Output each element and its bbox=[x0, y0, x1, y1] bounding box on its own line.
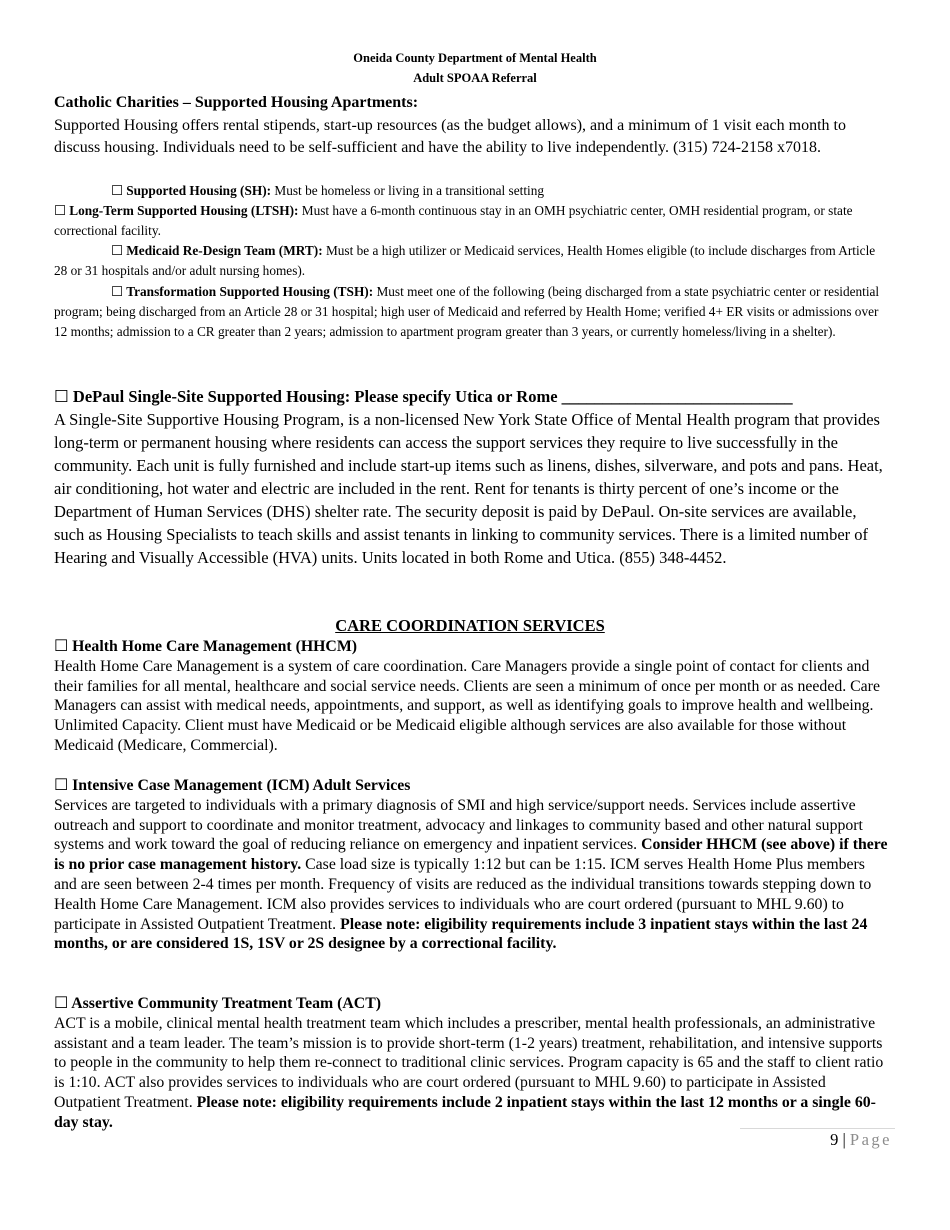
depaul-title: DePaul Single-Site Supported Housing: Please specify Utica or Rome bbox=[72, 387, 558, 406]
checkbox-depaul[interactable]: ☐ bbox=[54, 387, 69, 406]
page-number: 9 bbox=[830, 1130, 839, 1149]
icm-title: Intensive Case Management (ICM) Adult Services bbox=[72, 777, 411, 794]
option-mrt-label: Medicaid Re-Design Team (MRT): bbox=[126, 243, 323, 258]
act-section bbox=[54, 994, 888, 1133]
icm-section bbox=[54, 776, 888, 954]
checkbox-mrt[interactable]: ☐ bbox=[111, 243, 123, 258]
option-sh-label: Supported Housing (SH): bbox=[126, 183, 272, 198]
checkbox-icm[interactable]: ☐ bbox=[54, 777, 69, 794]
option-ltsh bbox=[54, 201, 888, 241]
page-label: Page bbox=[849, 1130, 892, 1149]
checkbox-tsh[interactable]: ☐ bbox=[111, 284, 123, 299]
checkbox-hhcm[interactable]: ☐ bbox=[54, 638, 69, 655]
depaul-description: A Single-Site Supportive Housing Program, is a non-licensed New York State Office of Mental Health program that provides long-term or permanent housing where residents can access the support services they require to live successfully in the community. Each unit is fully furnished and include start-up items such as linens, dishes, silverware, and pots and pans. Heat, air conditioning, hot water and electric are included in the rent. Rent for tenants is thirty percent of one’s income or the Department of Human Services (DHS) shelter rate. The security deposit is paid by DePaul. On-site services are available, such as Housing Specialists to teach skills and assist tenants in linking to community services. There is a limited number of Hearing and Visually Accessible (HVA) units. Units located in both Rome and Utica. (855) 348-4452. bbox=[54, 410, 883, 567]
option-tsh-label: Transformation Supported Housing (TSH): bbox=[126, 284, 374, 299]
footer-rule bbox=[740, 1128, 895, 1129]
catholic-description: Supported Housing offers rental stipends, start-up resources (as the budget allows), and a minimum of 1 visit each month to discuss housing. Individuals need to be self-sufficient and have the ability to live independently. (315) 724-2158 x7018. bbox=[54, 116, 846, 157]
catholic-section bbox=[54, 92, 888, 160]
option-mrt bbox=[54, 241, 888, 281]
depaul-location-blank[interactable]: ____________________________ bbox=[561, 387, 793, 406]
hhcm-title: Health Home Care Management (HHCM) bbox=[72, 638, 357, 655]
icm-text-2: Case load size is typically 1:12 but can be 1:15. ICM serves Health Home Plus members and are seen between 2-4 times per month. Frequency of visits are reduced as the individual transitions towards stepping down to Health Home Care Management. ICM also provides services to individuals who are court ordered (pursuant to MHL 9.60) to participate in Assisted Outpatient Treatment. bbox=[54, 856, 872, 933]
hhcm-title-line bbox=[54, 637, 888, 657]
option-ltsh-text: Must have a 6-month continuous stay in an OMH psychiatric center, OMH residential program, or state correctional facility. bbox=[54, 203, 853, 238]
header-form-title: Adult SPOAA Referral bbox=[413, 71, 537, 85]
act-title: Assertive Community Treatment Team (ACT) bbox=[71, 995, 382, 1012]
hhcm-section bbox=[54, 637, 888, 756]
hhcm-description: Health Home Care Management is a system of care coordination. Care Managers provide a single point of contact for clients and their families for all mental, healthcare and social service needs. Clients are seen a minimum of once per month or as needed. Care Managers can assist with medical needs, appointments, and support, as well as identifying goals to improve health and wellbeing. Unlimited Capacity. Client must have Medicaid or be Medicaid eligible although services are also available for those without Medicaid (Medicare, Commercial). bbox=[54, 657, 880, 754]
depaul-title-line bbox=[54, 385, 888, 408]
icm-bold-2: Please note: eligibility requirements include 3 inpatient stays within the last 24 months, or are considered 1S, 1SV or 2S designee by a correctional facility. bbox=[54, 915, 868, 953]
option-ltsh-label: Long-Term Supported Housing (LTSH): bbox=[69, 203, 299, 218]
act-title-line bbox=[54, 994, 888, 1014]
option-sh-text: Must be homeless or living in a transitional setting bbox=[271, 183, 545, 198]
icm-text-1: Services are targeted to individuals with a primary diagnosis of SMI and high service/support needs. Services include assertive outreach and support to coordinate and monitor treatment, advocacy and linkages to community based and other natural support systems and work toward the goal of reducing reliance on emergency and inpatient services. bbox=[54, 796, 863, 854]
header-org: Oneida County Department of Mental Health bbox=[353, 51, 597, 65]
page-footer bbox=[830, 1130, 892, 1150]
option-sh bbox=[54, 181, 888, 201]
depaul-section bbox=[54, 385, 888, 569]
act-text-1: ACT is a mobile, clinical mental health treatment team which includes a prescriber, mental health professionals, an administrative assistant and a team leader. The team’s mission is to provide short-term (1-2 years) treatment, rehabilitation, and intensive supports to people in the community to help them re-connect to traditional clinic services. Program capacity is 65 and the staff to client ratio is 1:10. ACT also provides services to individuals who are court ordered (pursuant to MHL 9.60) to participate in Assisted Outpatient Treatment. bbox=[54, 1014, 884, 1111]
option-tsh-text: Must meet one of the following (being discharged from a state psychiatric center or residential program; being discharged from an Article 28 or 31 hospital; high user of Medicaid and referred by Health Home; verified 4+ ER visits or admissions over 12 months; admission to a CR greater than 2 years; admission to apartment program greater than 3 years, or currently homeless/living in a shelter). bbox=[54, 284, 880, 339]
checkbox-sh[interactable]: ☐ bbox=[111, 183, 123, 198]
checkbox-ltsh[interactable]: ☐ bbox=[54, 203, 66, 218]
option-mrt-text: Must be a high utilizer or Medicaid services, Health Homes eligible (to include discharges from Article 28 or 31 hospitals and/or adult nursing homes). bbox=[54, 243, 876, 278]
icm-title-line bbox=[54, 776, 888, 796]
checkbox-act[interactable]: ☐ bbox=[54, 995, 69, 1012]
care-section-title: CARE COORDINATION SERVICES bbox=[335, 616, 605, 635]
act-description bbox=[54, 1014, 888, 1133]
icm-bold-1: Consider HHCM (see above) if there is no prior case management history. bbox=[54, 836, 888, 874]
option-tsh bbox=[54, 282, 888, 342]
icm-description bbox=[54, 796, 888, 954]
catholic-title: Catholic Charities – Supported Housing Apartments: bbox=[54, 94, 419, 111]
act-bold-1: Please note: eligibility requirements include 2 inpatient stays within the last 12 months or a single 60-day stay. bbox=[54, 1093, 876, 1131]
page-separator: | bbox=[838, 1130, 850, 1149]
